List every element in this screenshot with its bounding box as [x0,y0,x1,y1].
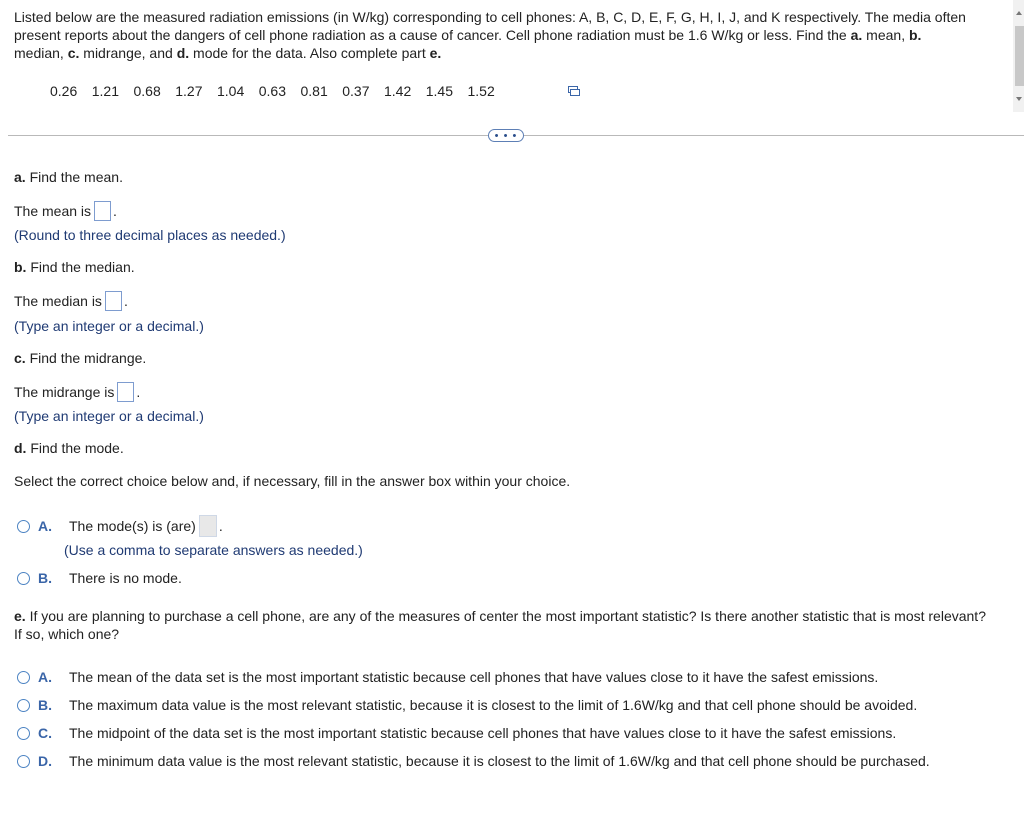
part-a-label: a. [14,169,26,185]
data-value: 1.04 [217,83,245,99]
part-e-option-c[interactable] [17,725,896,741]
part-e-question-text-2: If so, which one? [14,626,120,642]
part-e-label: e. [14,608,26,624]
part-e-question [14,607,1024,643]
intro-text: Listed below are the measured radiation emissions (in W/kg) corresponding to cell phones: A, B, C, D, E, F, G, H, I, J, and K respectively. The media often present reports about the dangers of cell phone radiation as a cause of cancer. Cell phone radiation must be 1.6 W/kg or less. Find the [14,9,966,43]
data-value: 0.26 [50,83,78,99]
part-e-option-b-letter: B. [38,697,52,713]
data-value: 0.63 [258,83,286,99]
intro-label-a: a. [850,27,863,43]
part-e-option-a-radio[interactable] [17,671,30,684]
data-value: 1.52 [467,83,495,99]
part-c-heading [14,350,146,366]
mean-hint: (Round to three decimal places as needed.) [14,227,286,243]
data-value: 1.27 [175,83,203,99]
mode-option-a-radio[interactable] [17,520,30,533]
mode-option-b-letter: B. [38,570,52,586]
mean-answer-box[interactable] [94,201,111,221]
part-c-title: Find the midrange. [29,350,147,366]
midrange-answer-line [14,382,140,402]
midrange-period: . [136,384,141,400]
mean-prompt: The mean is [14,203,92,219]
intro-label-c: c. [67,45,80,61]
mode-option-a-text: The mode(s) is (are) [69,518,196,534]
part-e-option-d[interactable] [17,753,930,769]
mode-option-b-text: There is no mode. [69,570,182,586]
intro-text-mean: mean, [862,27,909,43]
intro-text-midrange: midrange, and [79,45,177,61]
data-value: 1.45 [425,83,453,99]
part-e-option-b-radio[interactable] [17,699,30,712]
part-e-option-b-text: The maximum data value is the most relevant statistic, because it is closest to the limit of 1.6W/kg and that cell phone should be avoided. [69,697,918,713]
part-a-heading [14,169,123,185]
median-prompt: The median is [14,293,102,309]
data-value: 1.42 [384,83,412,99]
mode-answer-box[interactable] [199,515,217,537]
part-e-option-c-text: The midpoint of the data set is the most important statistic because cell phones that have values close to it have the safest emissions. [69,725,897,741]
part-d-title: Find the mode. [30,440,124,456]
scrollbar-thumb[interactable] [1015,26,1024,86]
part-e-option-d-radio[interactable] [17,755,30,768]
mode-option-a-period: . [218,518,223,534]
midrange-hint: (Type an integer or a decimal.) [14,408,204,424]
scroll-down-icon[interactable] [1015,96,1023,102]
part-d-label: d. [14,440,27,456]
copy-data-icon[interactable] [568,86,580,96]
part-e-option-c-letter: C. [38,725,52,741]
expand-more-button[interactable]: • • • [488,129,524,142]
intro-text-mode: mode for the data. Also complete part [189,45,430,61]
data-value: 1.21 [91,83,119,99]
midrange-answer-box[interactable] [117,382,134,402]
problem-statement [14,8,1014,62]
mean-answer-line [14,201,117,221]
median-period: . [123,293,128,309]
mean-period: . [113,203,117,219]
mode-instruction: Select the correct choice below and, if necessary, fill in the answer box within your choice. [14,473,571,489]
part-c-label: c. [14,350,26,366]
intro-label-d: d. [176,45,190,61]
data-value: 0.37 [342,83,370,99]
mode-option-a[interactable] [17,515,223,537]
part-e-option-c-radio[interactable] [17,727,30,740]
median-answer-line [14,291,128,311]
part-e-option-b[interactable] [17,697,917,713]
part-e-option-d-letter: D. [38,753,52,769]
mode-option-b-radio[interactable] [17,572,30,585]
data-value: 0.81 [300,83,328,99]
part-b-title: Find the median. [30,259,135,275]
part-e-option-a-text: The mean of the data set is the most important statistic because cell phones that have values close to it have the safest emissions. [69,669,879,685]
median-answer-box[interactable] [105,291,122,311]
part-b-heading [14,259,135,275]
part-e-option-a-letter: A. [38,669,52,685]
part-b-label: b. [14,259,27,275]
scroll-up-icon[interactable] [1015,10,1023,16]
mode-option-a-letter: A. [38,518,52,534]
midrange-prompt: The midrange is [14,384,115,400]
data-values-row [50,82,509,100]
part-e-question-text: If you are planning to purchase a cell phone, are any of the measures of center the most important statistic? Is there another statistic that is most relevant? [29,608,986,624]
median-hint: (Type an integer or a decimal.) [14,318,204,334]
mode-hint: (Use a comma to separate answers as needed.) [64,542,363,558]
part-d-heading [14,440,124,456]
part-e-option-a[interactable] [17,669,878,685]
intro-label-b: b. [909,27,922,43]
data-value: 0.68 [133,83,161,99]
intro-text-median: median, [14,45,68,61]
part-e-option-d-text: The minimum data value is the most relevant statistic, because it is closest to the limit of 1.6W/kg and that cell phone should be purchased. [69,753,930,769]
intro-label-e: e. [429,45,442,61]
part-a-title: Find the mean. [29,169,123,185]
mode-option-b[interactable] [17,570,182,586]
